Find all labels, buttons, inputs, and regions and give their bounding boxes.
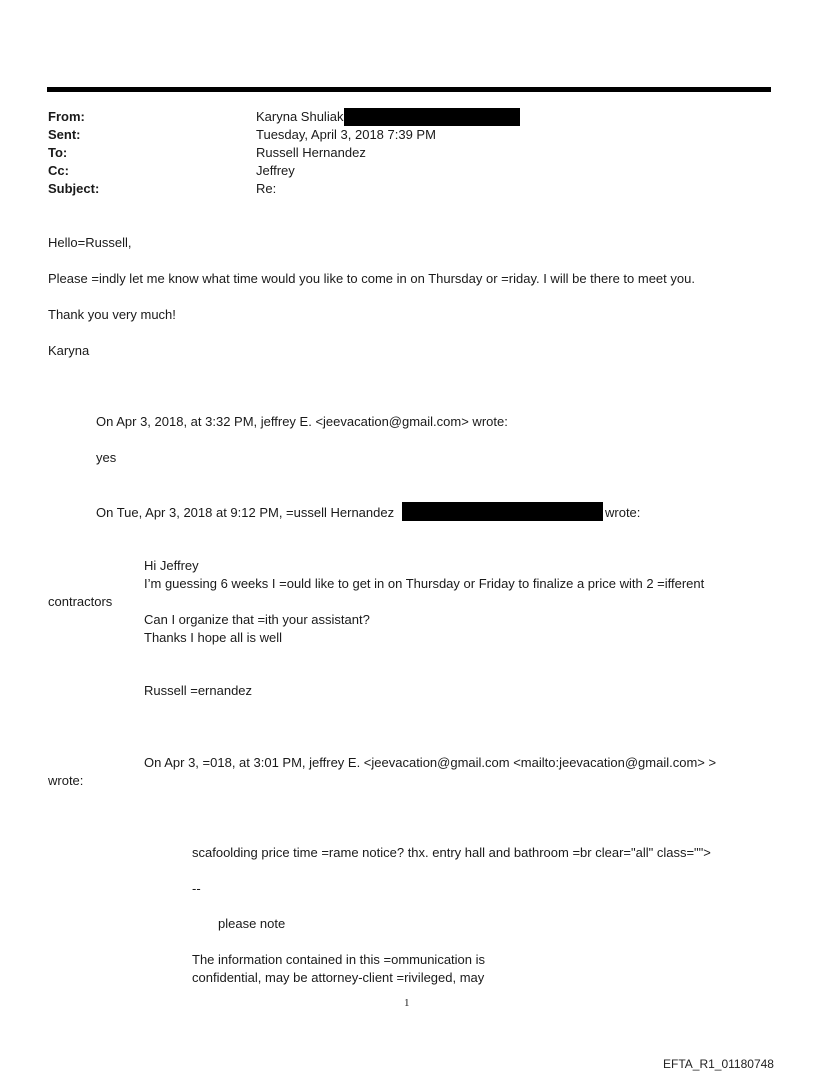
quote3-attribution: On Apr 3, =018, at 3:01 PM, jeffrey E. <jeevacation@gmail.com <mailto:jeevacation@gmail.com> > — [144, 755, 717, 770]
quote2-attribution-start: On Tue, Apr 3, 2018 at 9:12 PM, =ussell Hernandez — [96, 505, 395, 520]
greeting: Hello=Russell, — [48, 235, 132, 250]
cc-label: Cc: — [48, 163, 69, 178]
from-value: Karyna Shuliak — [256, 109, 344, 124]
redaction-sender-email — [402, 502, 603, 521]
signature-dashes: -- — [192, 881, 201, 896]
quote2-line-1: Hi Jeffrey — [144, 558, 199, 573]
subject-value: Re: — [256, 181, 277, 196]
quote2-line-4: Thanks I hope all is well — [144, 630, 283, 645]
quote1-attribution: On Apr 3, 2018, at 3:32 PM, jeffrey E. <jeevacation@gmail.com> wrote: — [96, 414, 508, 429]
cc-value: Jeffrey — [256, 163, 295, 178]
quote2-attribution-end: wrote: — [605, 505, 641, 520]
quote2-line-2-wrap: contractors — [48, 594, 113, 609]
body-line-1: Please =indly let me know what time would you like to come in on Thursday or =riday. I will be there to meet you. — [48, 271, 695, 286]
quote1-reply: yes — [96, 450, 117, 465]
to-label: To: — [48, 145, 68, 160]
quote3-message: scafoolding price time =rame notice? thx. entry hall and bathroom =br clear="all" class=""> — [192, 845, 711, 860]
please-note: please note — [218, 916, 286, 931]
header-rule — [47, 87, 771, 92]
sent-value: Tuesday, April 3, 2018 7:39 PM — [256, 127, 436, 142]
disclaimer-line-1: The information contained in this =ommunication is — [192, 952, 486, 967]
disclaimer-line-2: confidential, may be attorney-client =rivileged, may — [192, 970, 485, 985]
subject-label: Subject: — [48, 181, 100, 196]
body-line-2: Thank you very much! — [48, 307, 176, 322]
quote2-signature: Russell =ernandez — [144, 683, 253, 698]
sent-label: Sent: — [48, 127, 81, 142]
page-number: 1 — [404, 997, 410, 1009]
to-value: Russell Hernandez — [256, 145, 366, 160]
document-id: EFTA_R1_01180748 — [663, 1057, 774, 1071]
quote2-line-2: I’m guessing 6 weeks I =ould like to get in on Thursday or Friday to finalize a price with 2 =ifferent — [144, 576, 705, 591]
quote3-attribution-wrap: wrote: — [48, 773, 84, 788]
quote2-line-3: Can I organize that =ith your assistant? — [144, 612, 370, 627]
from-label: From: — [48, 109, 85, 124]
body-signature: Karyna — [48, 343, 90, 358]
redaction-from-email — [344, 108, 520, 126]
